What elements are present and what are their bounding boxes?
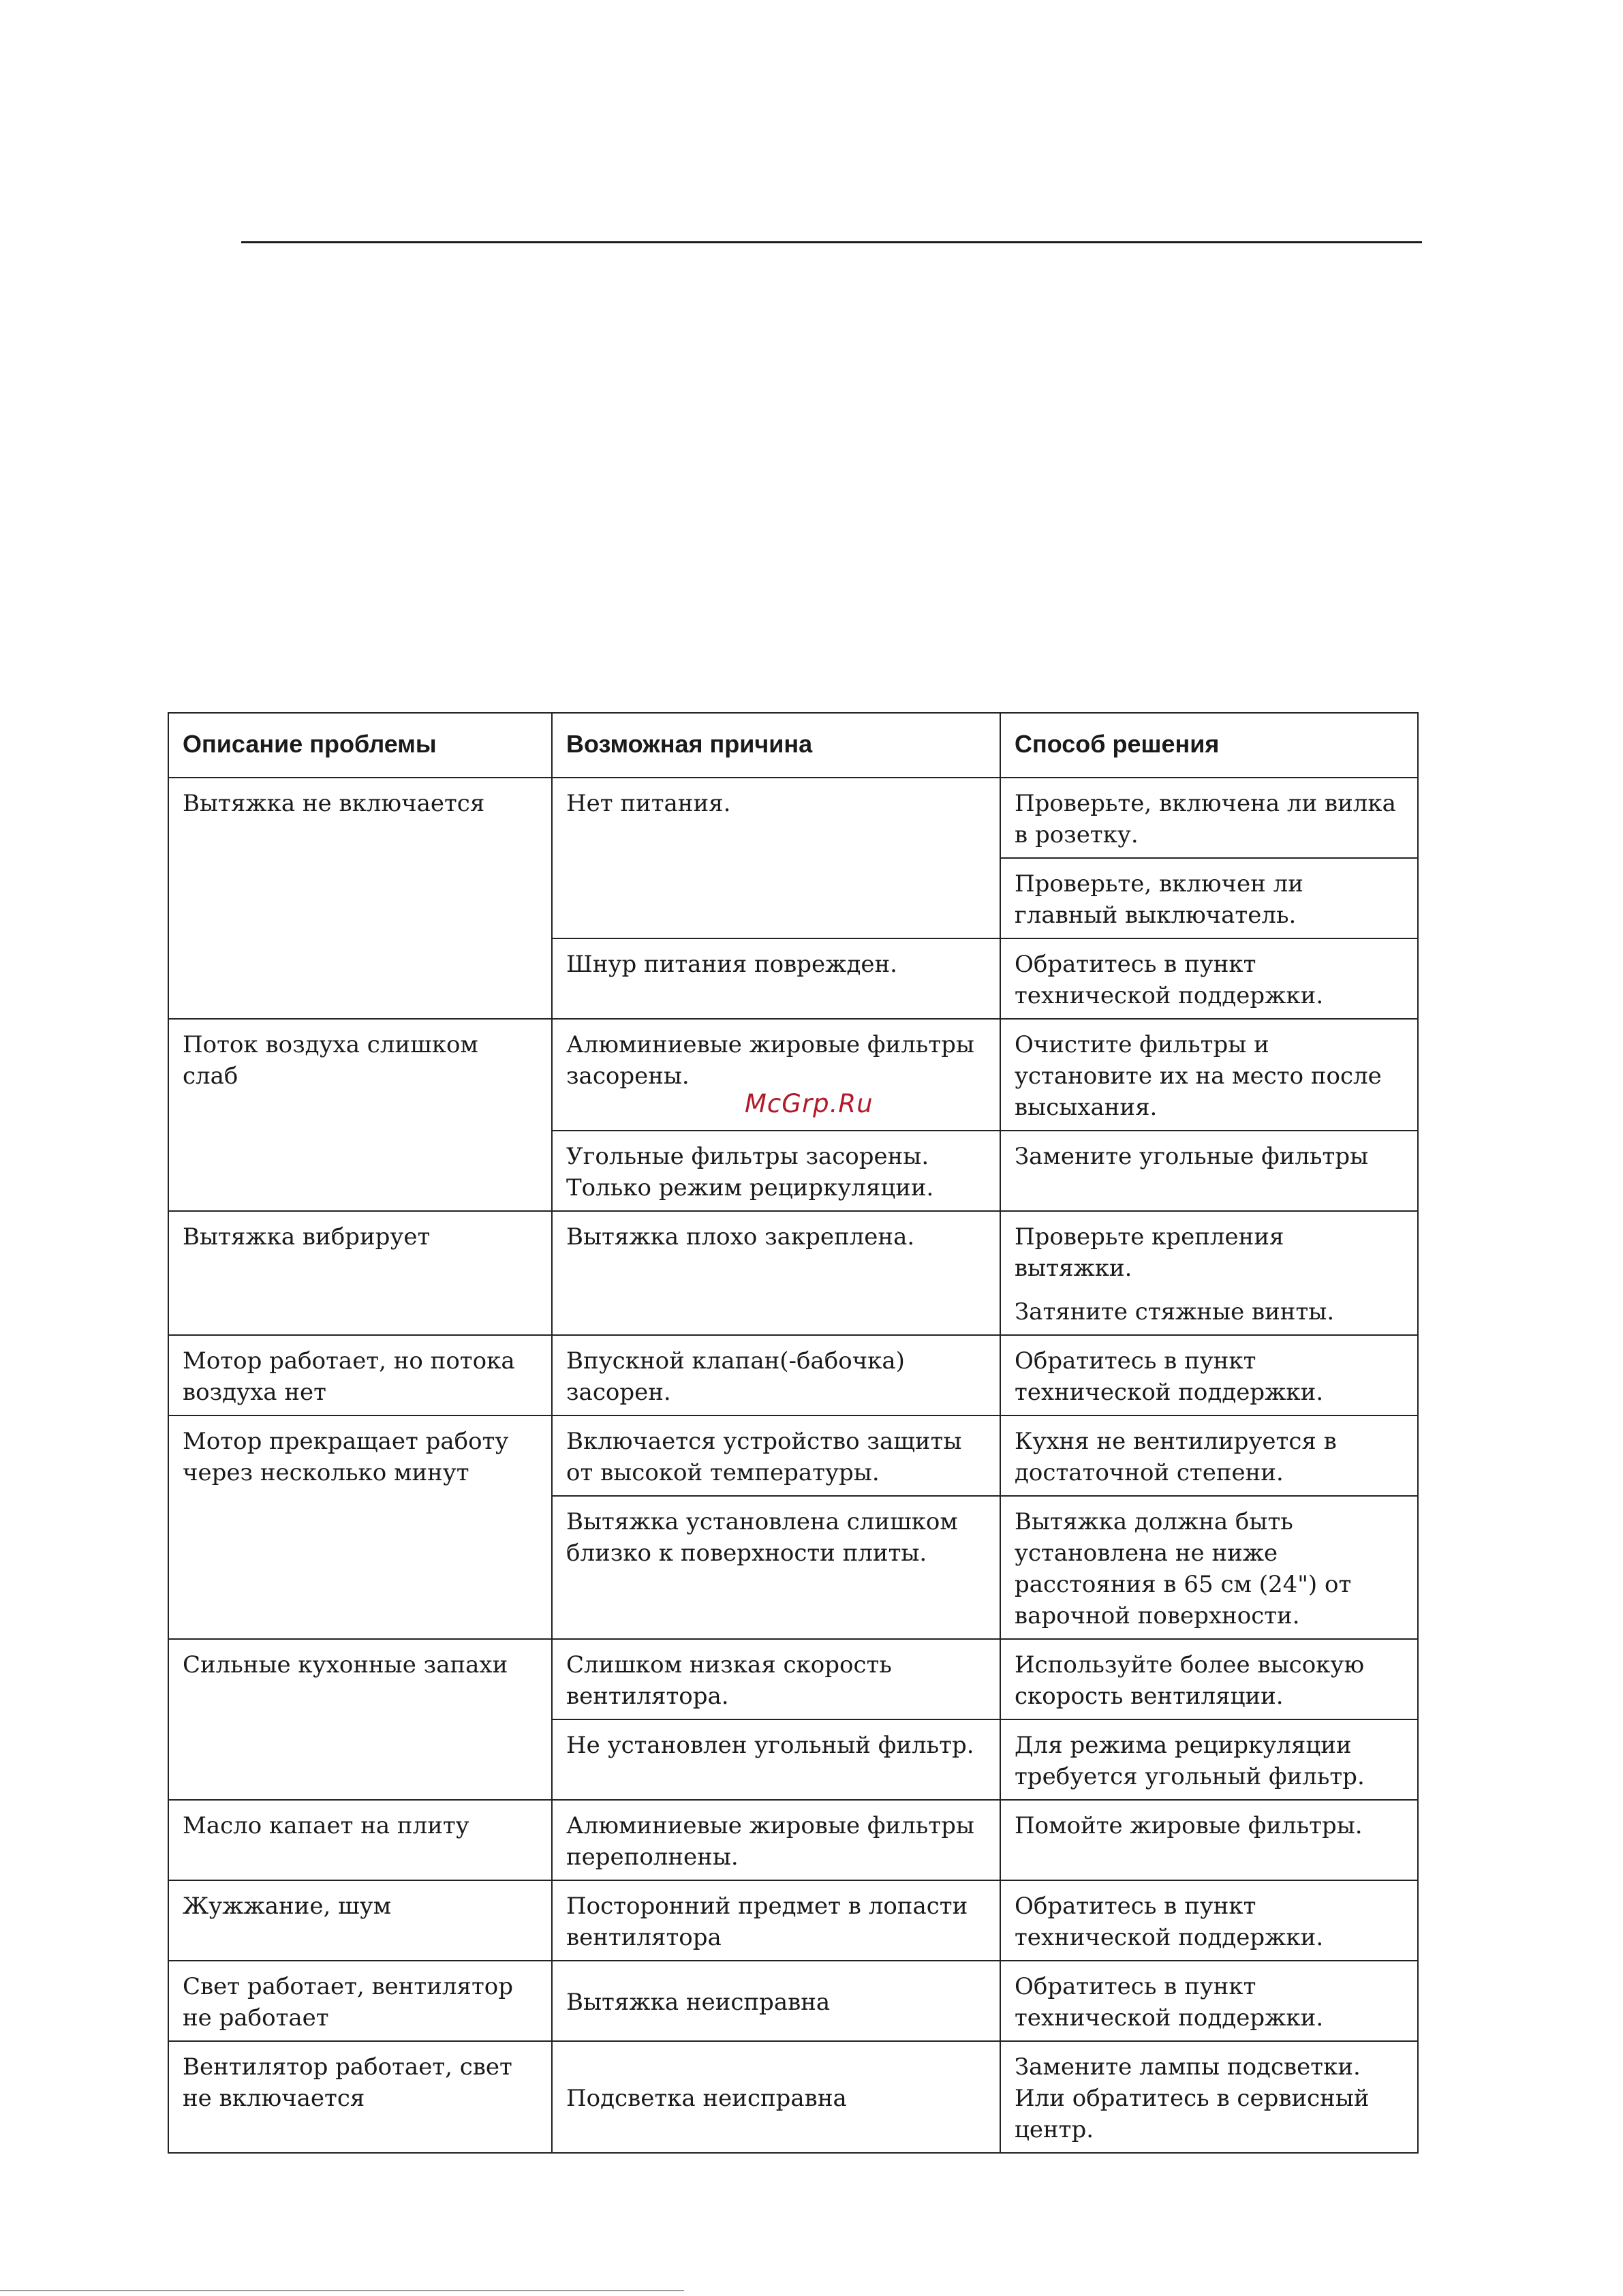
cause-cell: Не установлен угольный фильтр. [552,1719,1000,1800]
problem-cell: Масло капает на плиту [168,1800,552,1880]
table-row [168,1800,1418,1880]
problem-cell: Вытяжка вибрирует [168,1211,552,1335]
solution-cell: Используйте более высокую скорость вентиляции. [1000,1639,1418,1719]
cause-cell: Впускной клапан(-бабочка) засорен. [552,1335,1000,1415]
footer-divider [0,2290,684,2291]
table-row [168,1961,1418,2041]
cause-cell: Вытяжка плохо закреплена. [552,1211,1000,1335]
solution-cell: Обратитесь в пункт технической поддержки. [1000,1961,1418,2041]
header-solution: Способ решения [1000,713,1418,778]
solution-cell: Очистите фильтры и установите их на место после высыхания. [1000,1019,1418,1131]
solution-line: Затяните стяжные винты. [1015,1298,1335,1326]
cause-cell: Включается устройство защиты от высокой температуры. [552,1415,1000,1496]
header-cause: Возможная причина [552,713,1000,778]
cause-cell: Нет питания. [552,778,1000,938]
problem-cell: Свет работает, вентилятор не работает [168,1961,552,2041]
solution-cell: Для режима рециркуляции требуется угольный фильтр. [1000,1719,1418,1800]
top-horizontal-rule [241,241,1422,243]
solution-line: Проверьте крепления вытяжки. [1015,1223,1284,1282]
cause-cell: Вытяжка установлена слишком близко к поверхности плиты. [552,1496,1000,1639]
header-problem: Описание проблемы [168,713,552,778]
problem-cell: Поток воздуха слишком слаб [168,1019,552,1211]
problem-cell: Мотор работает, но потока воздуха нет [168,1335,552,1415]
cause-cell: Слишком низкая скорость вентилятора. [552,1639,1000,1719]
cause-cell: Угольные фильтры засорены. Только режим рециркуляции. [552,1131,1000,1211]
table-row [168,1415,1418,1496]
solution-cell: Обратитесь в пункт технической поддержки. [1000,1335,1418,1415]
cause-cell: Алюминиевые жировые фильтры переполнены. [552,1800,1000,1880]
cause-cell: Шнур питания поврежден. [552,938,1000,1019]
solution-cell: Проверьте, включена ли вилка в розетку. [1000,778,1418,858]
solution-cell [1000,1211,1418,1335]
table-row [168,1880,1418,1961]
solution-cell: Обратитесь в пункт технической поддержки. [1000,1880,1418,1961]
problem-cell: Сильные кухонные запахи [168,1639,552,1800]
table-row [168,1211,1418,1335]
solution-cell: Помойте жировые фильтры. [1000,1800,1418,1880]
cause-cell: Вытяжка неисправна [552,1961,1000,2041]
solution-cell: Замените угольные фильтры [1000,1131,1418,1211]
cause-cell: Алюминиевые жировые фильтры засорены. [552,1019,1000,1131]
problem-cell: Мотор прекращает работу через несколько минут [168,1415,552,1639]
solution-cell: Замените лампы подсветки. Или обратитесь в сервисный центр. [1000,2041,1418,2153]
table-row [168,778,1418,858]
problem-cell: Вентилятор работает, свет не включается [168,2041,552,2153]
watermark-text: McGrp.Ru [745,1089,874,1118]
table-row [168,2041,1418,2153]
cause-cell: Посторонний предмет в лопасти вентилятора [552,1880,1000,1961]
solution-cell: Вытяжка должна быть установлена не ниже расстояния в 65 см (24") от варочной поверхности. [1000,1496,1418,1639]
solution-cell: Проверьте, включен ли главный выключатель. [1000,858,1418,938]
problem-cell: Жужжание, шум [168,1880,552,1961]
solution-cell: Кухня не вентилируется в достаточной степени. [1000,1415,1418,1496]
table-header-row [168,713,1418,778]
table-row [168,1335,1418,1415]
troubleshooting-table [168,712,1419,2154]
problem-cell: Вытяжка не включается [168,778,552,1019]
cause-cell: Подсветка неисправна [552,2041,1000,2153]
table-row [168,1639,1418,1719]
solution-cell: Обратитесь в пункт технической поддержки. [1000,938,1418,1019]
